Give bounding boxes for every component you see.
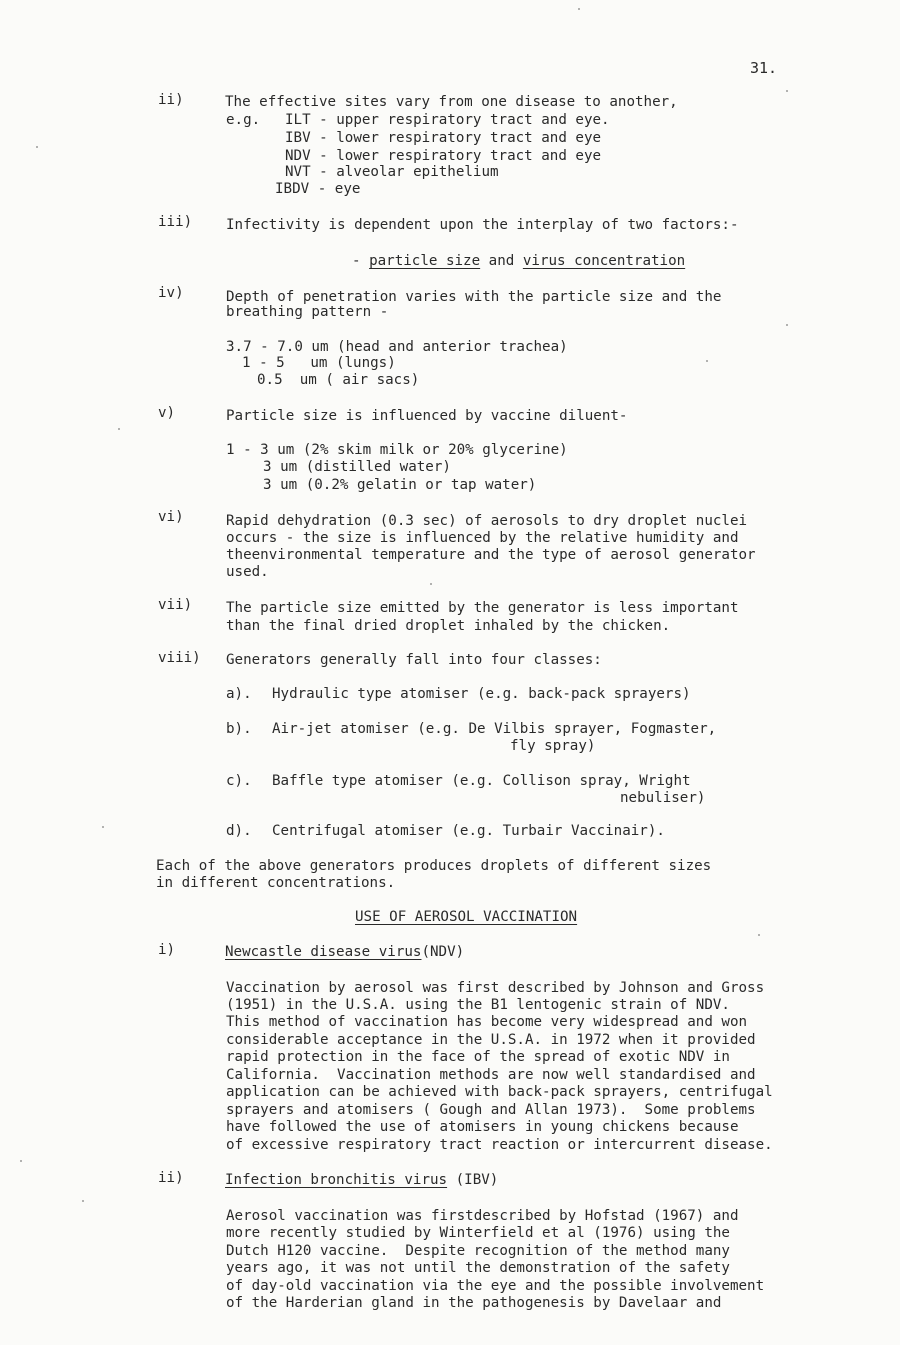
item-vi-line-1: Rapid dehydration (0.3 sec) of aerosols to dry droplet nuclei xyxy=(226,513,748,529)
item-ii-eg: e.g. xyxy=(226,112,261,128)
use-heading-ndv-title: Newcastle disease virus xyxy=(225,944,422,960)
item-number-ii: ii) xyxy=(158,92,184,108)
size-line-lungs: 1 - 5 um (lungs) xyxy=(242,355,396,371)
site-line-ibdv: IBDV - eye xyxy=(275,181,361,197)
class-label-b: b). xyxy=(226,721,252,737)
ndv-line: (1951) in the U.S.A. using the B1 lentogenic strain of NDV. xyxy=(226,997,730,1013)
item-number-viii: viii) xyxy=(158,650,201,666)
ndv-line: rapid protection in the face of the spread of exotic NDV in xyxy=(226,1049,730,1065)
ndv-line: of excessive respiratory tract reaction or intercurrent disease. xyxy=(226,1137,773,1153)
item-iii-factors xyxy=(352,253,685,270)
scan-speck xyxy=(786,90,788,92)
item-number-vi: vi) xyxy=(158,509,184,525)
site-line-ilt: ILT - upper respiratory tract and eye. xyxy=(285,112,610,128)
ibv-line: of day-old vaccination via the eye and the possible involvement xyxy=(226,1278,765,1294)
scan-speck xyxy=(706,360,708,362)
use-heading-ibv-abbrev: (IBV) xyxy=(447,1172,499,1188)
diluent-line-2: 3 um (distilled water) xyxy=(263,459,451,475)
size-line-air-sacs: 0.5 um ( air sacs) xyxy=(257,372,420,388)
class-b-text-cont: fly spray) xyxy=(510,738,596,754)
scan-speck xyxy=(430,583,432,585)
scan-speck xyxy=(82,1200,84,1202)
size-line-head: 3.7 - 7.0 um (head and anterior trachea) xyxy=(226,339,568,355)
item-vii-line-2: than the final dried droplet inhaled by the chicken. xyxy=(226,618,671,634)
ibv-line: of the Harderian gland in the pathogenesis by Davelaar and xyxy=(226,1295,722,1311)
scan-speck xyxy=(118,428,120,430)
scan-speck xyxy=(578,8,580,10)
diluent-line-3: 3 um (0.2% gelatin or tap water) xyxy=(263,477,537,493)
scan-speck xyxy=(102,826,104,828)
ibv-line: Aerosol vaccination was firstdescribed by Hofstad (1967) and xyxy=(226,1208,739,1224)
item-number-iv: iv) xyxy=(158,285,184,301)
page-number: 31. xyxy=(750,59,778,77)
use-heading-ibv-title: Infection bronchitis virus xyxy=(225,1172,448,1188)
class-d-text: Centrifugal atomiser (e.g. Turbair Vaccinair). xyxy=(272,823,665,839)
item-viii-text: Generators generally fall into four classes: xyxy=(226,652,602,668)
site-line-nvt: NVT - alveolar epithelium xyxy=(285,164,499,180)
scan-speck xyxy=(20,1160,22,1162)
class-c-text: Baffle type atomiser (e.g. Collison spray, Wright xyxy=(272,773,691,789)
item-number-v: v) xyxy=(158,405,176,421)
factor-dash: - xyxy=(352,253,370,269)
item-ii-text: The effective sites vary from one disease to another, xyxy=(225,94,678,110)
item-vii-line-1: The particle size emitted by the generator is less important xyxy=(226,600,739,616)
diluent-line-1: 1 - 3 um (2% skim milk or 20% glycerine) xyxy=(226,442,568,458)
item-v-text: Particle size is influenced by vaccine diluent- xyxy=(226,408,628,424)
class-c-text-cont: nebuliser) xyxy=(620,790,706,806)
item-number-iii: iii) xyxy=(158,214,193,230)
use-heading-ibv xyxy=(225,1172,498,1189)
ibv-line: Dutch H120 vaccine. Despite recognition of the method many xyxy=(226,1243,730,1259)
class-b-text: Air-jet atomiser (e.g. De Vilbis sprayer, Fogmaster, xyxy=(272,721,717,737)
ndv-line: Vaccination by aerosol was first described by Johnson and Gross xyxy=(226,980,765,996)
class-label-c: c). xyxy=(226,773,252,789)
ibv-line: years ago, it was not until the demonstration of the safety xyxy=(226,1260,730,1276)
use-heading-ndv-abbrev: (NDV) xyxy=(421,944,465,960)
class-a-text: Hydraulic type atomiser (e.g. back-pack sprayers) xyxy=(272,686,691,702)
scan-speck xyxy=(758,934,760,936)
scan-speck xyxy=(786,324,788,326)
site-line-ndv: NDV - lower respiratory tract and eye xyxy=(285,148,602,164)
factor-virus-concentration: virus concentration xyxy=(522,253,686,269)
item-iv-line-2: breathing pattern - xyxy=(226,304,389,320)
factor-particle-size: particle size xyxy=(369,253,481,269)
ndv-line: have followed the use of atomisers in young chickens because xyxy=(226,1119,739,1135)
item-iii-text: Infectivity is dependent upon the interplay of two factors:- xyxy=(226,217,739,233)
item-number-vii: vii) xyxy=(158,597,193,613)
ndv-line: sprayers and atomisers ( Gough and Allan 1973). Some problems xyxy=(226,1102,756,1118)
summary-line-1: Each of the above generators produces droplets of different sizes xyxy=(156,858,712,874)
item-vi-line-4: used. xyxy=(226,564,269,580)
ndv-line: This method of vaccination has become very widespread and won xyxy=(226,1014,748,1030)
ndv-line: California. Vaccination methods are now well standardised and xyxy=(226,1067,756,1083)
ndv-line: application can be achieved with back-pack sprayers, centrifugal xyxy=(226,1084,773,1100)
section-heading: USE OF AEROSOL VACCINATION xyxy=(355,909,578,925)
item-iv-line-1: Depth of penetration varies with the particle size and the xyxy=(226,289,722,305)
class-label-a: a). xyxy=(226,686,252,702)
summary-line-2: in different concentrations. xyxy=(156,875,396,891)
use-heading-ndv xyxy=(225,944,464,961)
ibv-line: more recently studied by Winterfield et al (1976) using the xyxy=(226,1225,730,1241)
scan-speck xyxy=(36,146,38,148)
use-number-i: i) xyxy=(158,942,176,958)
class-label-d: d). xyxy=(226,823,252,839)
factor-and: and xyxy=(480,253,523,269)
use-number-ii: ii) xyxy=(158,1170,184,1186)
item-vi-line-3: theenvironmental temperature and the type of aerosol generator xyxy=(226,547,756,563)
ndv-line: considerable acceptance in the U.S.A. in 1972 when it provided xyxy=(226,1032,756,1048)
item-vi-line-2: occurs - the size is influenced by the relative humidity and xyxy=(226,530,739,546)
site-line-ibv: IBV - lower respiratory tract and eye xyxy=(285,130,602,146)
